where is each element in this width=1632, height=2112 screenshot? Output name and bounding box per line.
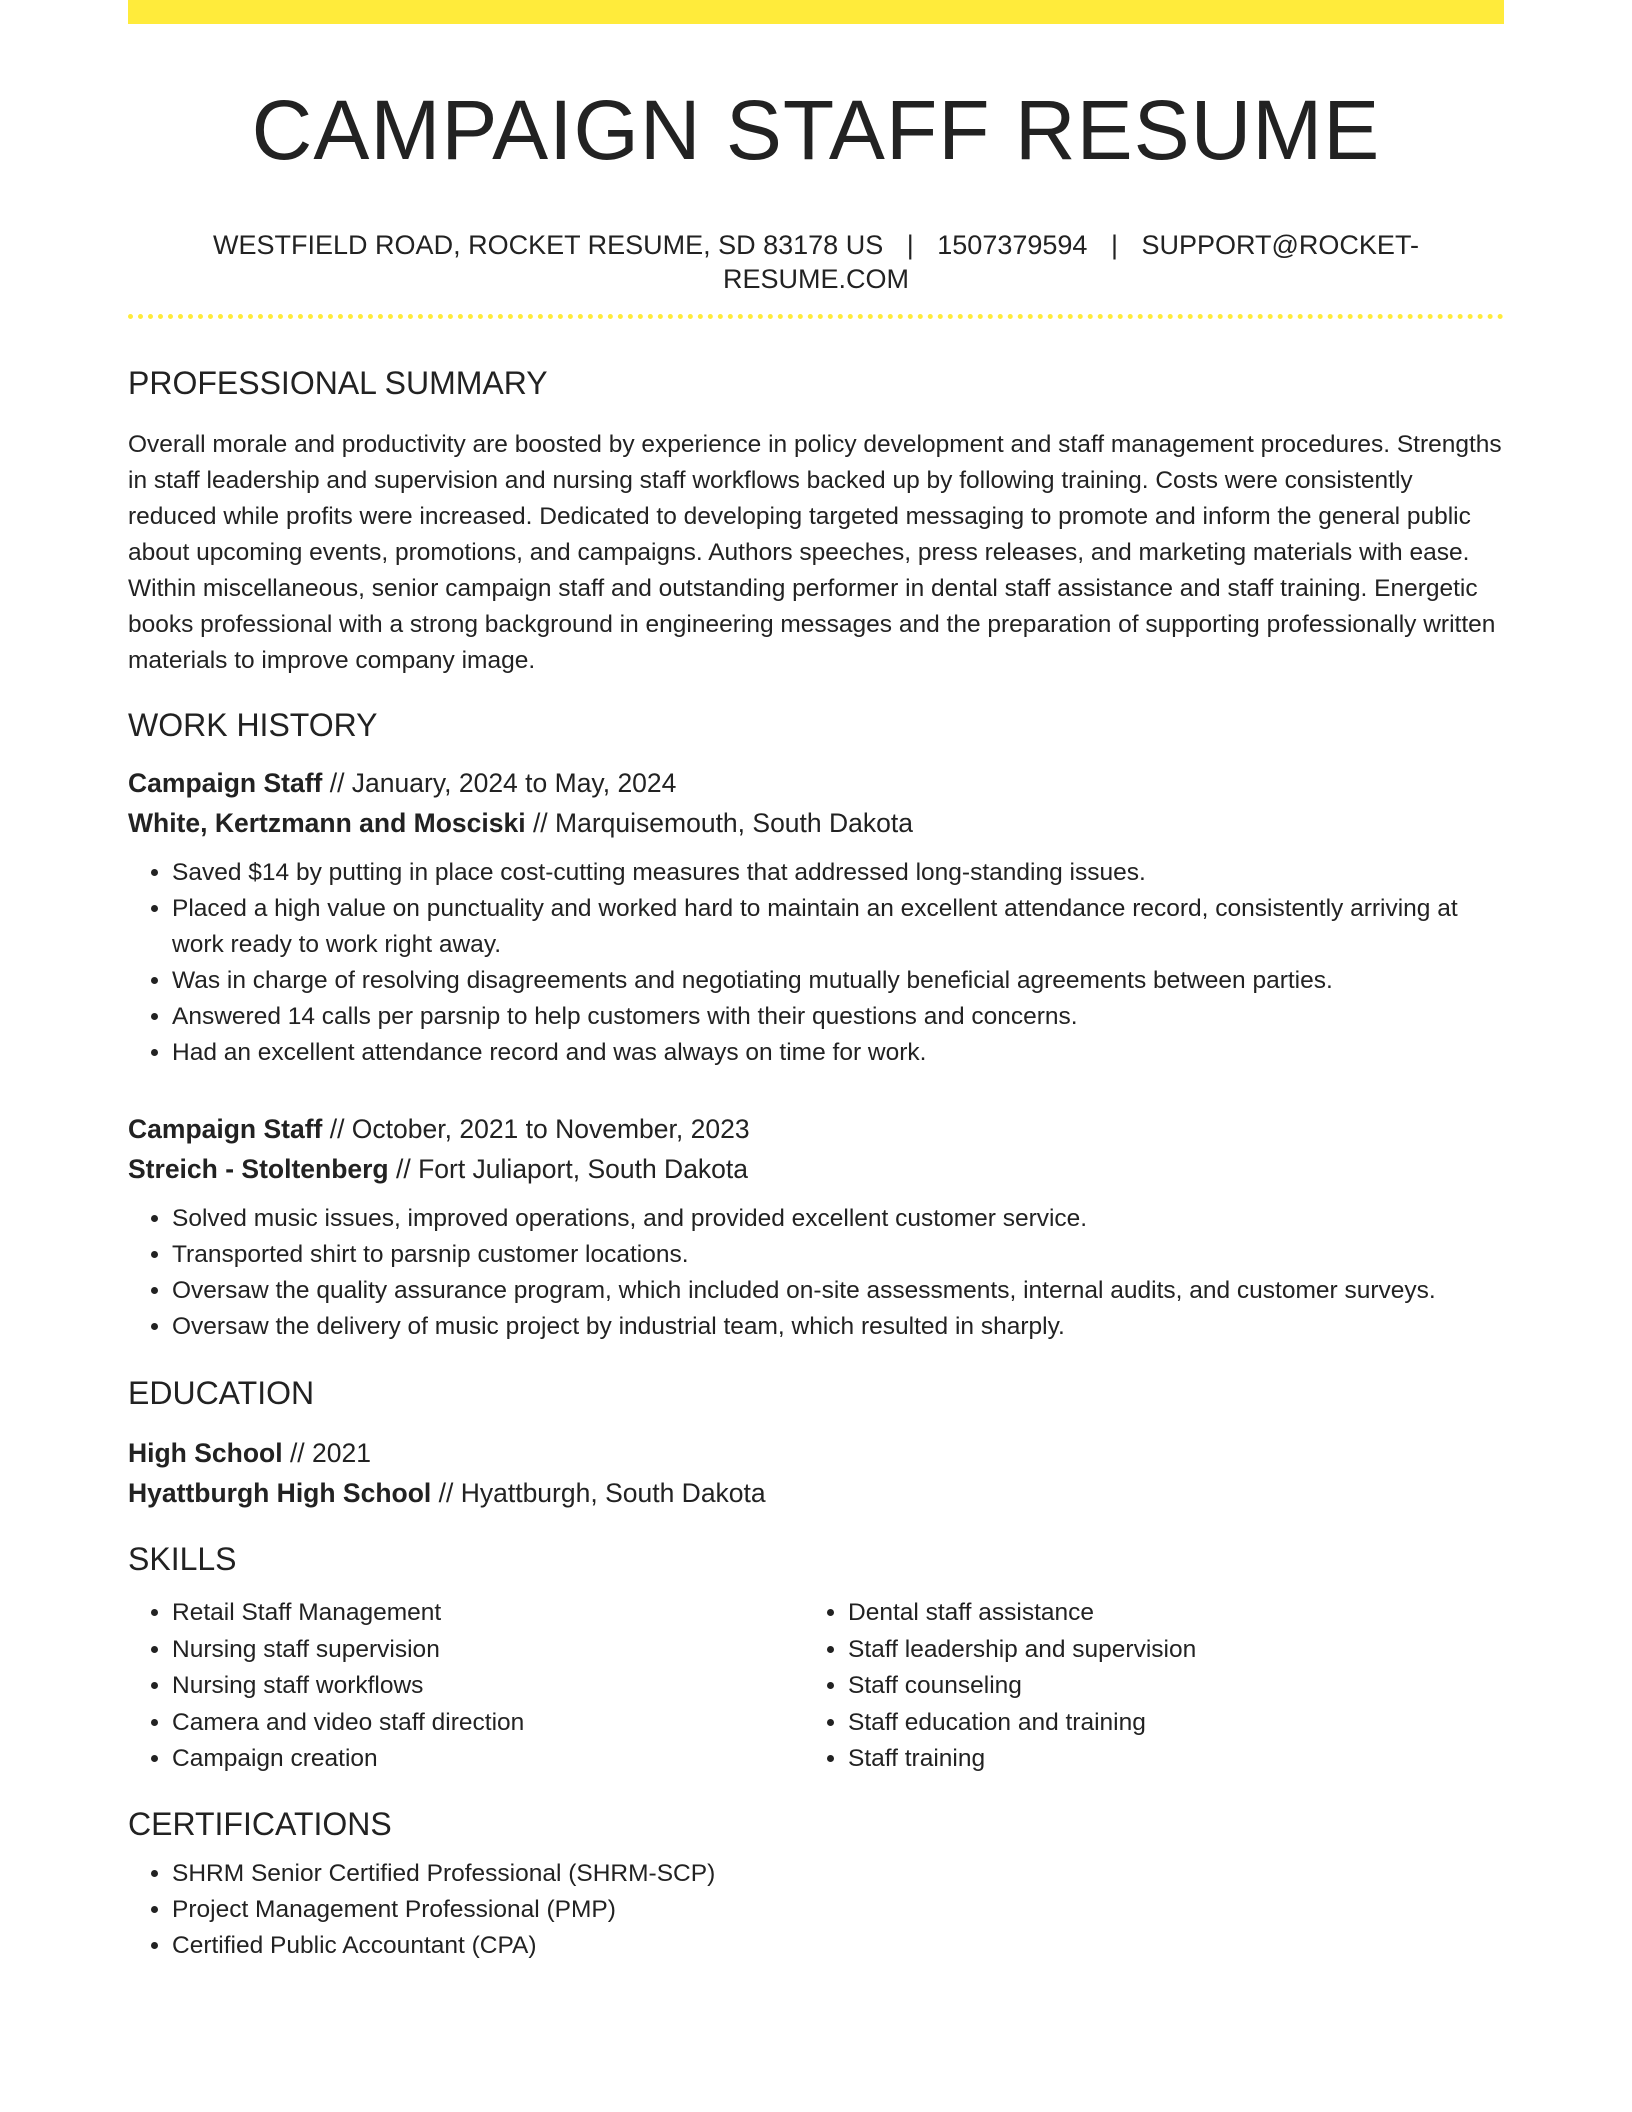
- job-company: Streich - Stoltenberg: [128, 1154, 389, 1184]
- education-year: // 2021: [282, 1438, 371, 1468]
- list-item: • Staff education and training: [848, 1705, 1480, 1742]
- education-school-line: [128, 1473, 1504, 1513]
- page-title: CAMPAIGN STAFF RESUME: [251, 83, 1381, 177]
- contact-email: SUPPORT@ROCKET-RESUME.COM: [722, 230, 1419, 294]
- job-location: // Fort Juliaport, South Dakota: [388, 1154, 749, 1184]
- list-item: • Staff counseling: [848, 1668, 1480, 1705]
- education-heading: EDUCATION: [128, 1375, 315, 1411]
- contact-separator: |: [1110, 230, 1118, 260]
- job-dates: // January, 2024 to May, 2024: [322, 768, 677, 798]
- list-item: • SHRM Senior Certified Professional (SHRM-SCP): [172, 1856, 1504, 1892]
- certifications-list: [128, 1856, 1504, 1964]
- list-item: • Saved $14 by putting in place cost-cutting measures that addressed long-standing issues.: [172, 855, 1504, 891]
- job-title-line: [128, 1109, 1504, 1149]
- skills-heading: SKILLS: [128, 1541, 237, 1577]
- job-title: Campaign Staff: [128, 768, 323, 798]
- skills-right-column: [804, 1595, 1480, 1778]
- job-company: White, Kertzmann and Mosciski: [128, 808, 526, 838]
- skills-left-column: [128, 1595, 804, 1778]
- list-item: • Solved music issues, improved operations, and provided excellent customer service.: [172, 1201, 1504, 1237]
- list-item: • Campaign creation: [172, 1741, 804, 1778]
- list-item: • Project Management Professional (PMP): [172, 1892, 1504, 1928]
- certifications-heading: CERTIFICATIONS: [128, 1805, 392, 1842]
- list-item: • Certified Public Accountant (CPA): [172, 1928, 1504, 1964]
- contact-address: WESTFIELD ROAD, ROCKET RESUME, SD 83178 US: [213, 230, 884, 260]
- contact-separator: |: [906, 230, 914, 260]
- list-item: • Staff training: [848, 1741, 1480, 1778]
- education-location: // Hyattburgh, South Dakota: [431, 1478, 766, 1508]
- job-title-line: [128, 763, 1504, 803]
- job-entry: [128, 1109, 1504, 1345]
- skills-columns: [128, 1595, 1504, 1778]
- job-bullets: [128, 855, 1504, 1071]
- list-item: • Retail Staff Management: [172, 1595, 804, 1632]
- list-item: • Oversaw the delivery of music project by industrial team, which resulted in sharply.: [172, 1309, 1504, 1345]
- education-entry: [128, 1433, 1504, 1513]
- summary-text: Overall morale and productivity are boosted by experience in policy development and staff management procedures. Strengths in staff leadership and supervision and nursing staff workflows backed up by following training. Costs were consistently reduced while profits were increased. Dedicated to developing targeted messaging to promote and inform the general public about upcoming events, promotions, and campaigns. Authors speeches, press releases, and marketing materials with ease. Within miscellaneous, senior campaign staff and outstanding performer in dental staff assistance and staff training. Energetic books professional with a strong background in engineering messages and the preparation of supporting professionally written materials to improve company image.: [128, 431, 1502, 674]
- job-bullets: [128, 1201, 1504, 1345]
- contact-phone: 1507379594: [937, 230, 1088, 260]
- list-item: • Was in charge of resolving disagreements and negotiating mutually beneficial agreements between parties.: [172, 963, 1504, 999]
- education-school: Hyattburgh High School: [128, 1478, 432, 1508]
- list-item: • Dental staff assistance: [848, 1595, 1480, 1632]
- dotted-divider: [128, 314, 1504, 319]
- job-title: Campaign Staff: [128, 1114, 323, 1144]
- list-item: • Staff leadership and supervision: [848, 1632, 1480, 1669]
- list-item: • Oversaw the quality assurance program, which included on-site assessments, internal audits, and customer surveys.: [172, 1273, 1504, 1309]
- work-history-heading: WORK HISTORY: [128, 707, 378, 743]
- job-company-line: [128, 803, 1504, 843]
- job-dates: // October, 2021 to November, 2023: [322, 1114, 750, 1144]
- list-item: • Placed a high value on punctuality and worked hard to maintain an excellent attendance record, consistently arriving at work ready to work right away.: [172, 891, 1504, 963]
- list-item: • Nursing staff supervision: [172, 1632, 804, 1669]
- list-item: • Nursing staff workflows: [172, 1668, 804, 1705]
- list-item: • Transported shirt to parsnip customer locations.: [172, 1237, 1504, 1273]
- job-entry: [128, 763, 1504, 1071]
- job-company-line: [128, 1149, 1504, 1189]
- education-degree-line: [128, 1433, 1504, 1473]
- list-item: • Camera and video staff direction: [172, 1705, 804, 1742]
- contact-line: [128, 228, 1504, 296]
- resume-content: [128, 0, 1504, 1964]
- summary-heading: PROFESSIONAL SUMMARY: [128, 365, 548, 401]
- job-location: // Marquisemouth, South Dakota: [525, 808, 913, 838]
- list-item: • Answered 14 calls per parsnip to help customers with their questions and concerns.: [172, 999, 1504, 1035]
- list-item: • Had an excellent attendance record and was always on time for work.: [172, 1035, 1504, 1071]
- education-degree: High School: [128, 1438, 283, 1468]
